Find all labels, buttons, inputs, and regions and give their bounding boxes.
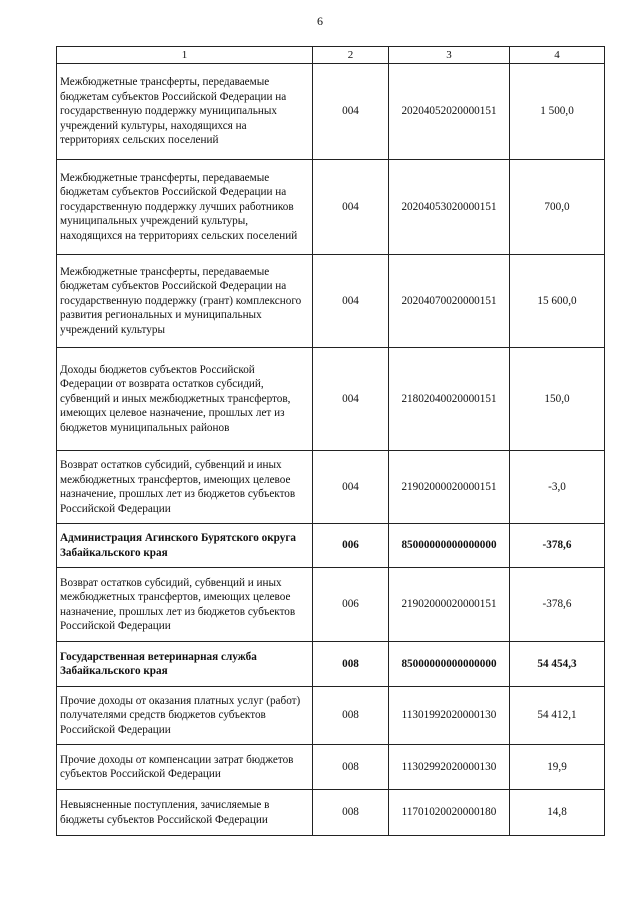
budget-revenue-table	[56, 46, 605, 836]
row-kbk-code: 85000000000000000	[389, 524, 510, 568]
row-kbk-code: 21902000020000151	[389, 568, 510, 642]
row-admin-code: 004	[313, 348, 389, 451]
row-kbk-code: 11302992020000130	[389, 745, 510, 790]
row-name: Прочие доходы от компенсации затрат бюджетов субъектов Российской Федерации	[57, 745, 313, 790]
row-name: Межбюджетные трансферты, передаваемые бюджетам субъектов Российской Федерации на государственную поддержку муниципальных учреждений культуры, находящихся на территориях сельских поселений	[57, 64, 313, 160]
row-admin-code: 004	[313, 451, 389, 524]
row-amount: 15 600,0	[510, 255, 605, 348]
row-kbk-code: 85000000000000000	[389, 642, 510, 687]
row-amount: 54 454,3	[510, 642, 605, 687]
table-row-section-header	[57, 524, 605, 568]
row-admin-code: 006	[313, 568, 389, 642]
row-admin-code: 006	[313, 524, 389, 568]
row-name: Невыясненные поступления, зачисляемые в бюджеты субъектов Российской Федерации	[57, 790, 313, 836]
row-name: Государственная ветеринарная служба Забайкальского края	[57, 642, 313, 687]
row-amount: -378,6	[510, 524, 605, 568]
row-kbk-code: 11701020020000180	[389, 790, 510, 836]
row-admin-code: 008	[313, 790, 389, 836]
row-kbk-code: 20204053020000151	[389, 160, 510, 255]
row-kbk-code: 11301992020000130	[389, 687, 510, 745]
table-row	[57, 790, 605, 836]
row-kbk-code: 21802040020000151	[389, 348, 510, 451]
row-kbk-code: 20204070020000151	[389, 255, 510, 348]
row-admin-code: 004	[313, 160, 389, 255]
row-amount: 1 500,0	[510, 64, 605, 160]
row-name: Доходы бюджетов субъектов Российской Федерации от возврата остатков субсидий, субвенций и иных межбюджетных трансфертов, имеющих целевое назначение, прошлых лет из бюджетов муниципальных районов	[57, 348, 313, 451]
table-row	[57, 687, 605, 745]
row-name: Межбюджетные трансферты, передаваемые бюджетам субъектов Российской Федерации на государственную поддержку лучших работников муниципальных учреждений культуры, находящихся на территориях сельских поселений	[57, 160, 313, 255]
row-admin-code: 004	[313, 255, 389, 348]
table-row	[57, 64, 605, 160]
row-kbk-code: 21902000020000151	[389, 451, 510, 524]
table-row	[57, 348, 605, 451]
header-column-4: 4	[510, 47, 605, 64]
table-row	[57, 255, 605, 348]
table-header-row	[57, 47, 605, 64]
table-row	[57, 568, 605, 642]
page-number: 6	[317, 14, 323, 28]
row-name: Прочие доходы от оказания платных услуг (работ) получателями средств бюджетов субъектов Российской Федерации	[57, 687, 313, 745]
table-row	[57, 745, 605, 790]
table-row	[57, 160, 605, 255]
row-admin-code: 008	[313, 687, 389, 745]
header-column-3: 3	[389, 47, 510, 64]
row-name: Межбюджетные трансферты, передаваемые бюджетам субъектов Российской Федерации на государственную поддержку (грант) комплексного развития региональных и муниципальных учреждений культуры	[57, 255, 313, 348]
row-kbk-code: 20204052020000151	[389, 64, 510, 160]
table-row-section-header	[57, 642, 605, 687]
row-amount: 54 412,1	[510, 687, 605, 745]
row-admin-code: 004	[313, 64, 389, 160]
row-admin-code: 008	[313, 642, 389, 687]
row-name: Администрация Агинского Бурятского округа Забайкальского края	[57, 524, 313, 568]
row-amount: 150,0	[510, 348, 605, 451]
row-amount: -3,0	[510, 451, 605, 524]
header-column-1: 1	[57, 47, 313, 64]
header-column-2: 2	[313, 47, 389, 64]
table-row	[57, 451, 605, 524]
row-name: Возврат остатков субсидий, субвенций и иных межбюджетных трансфертов, имеющих целевое назначение, прошлых лет из бюджетов субъектов Российской Федерации	[57, 451, 313, 524]
row-amount: 14,8	[510, 790, 605, 836]
row-amount: 700,0	[510, 160, 605, 255]
row-amount: 19,9	[510, 745, 605, 790]
row-name: Возврат остатков субсидий, субвенций и иных межбюджетных трансфертов, имеющих целевое назначение, прошлых лет из бюджетов субъектов Российской Федерации	[57, 568, 313, 642]
row-amount: -378,6	[510, 568, 605, 642]
row-admin-code: 008	[313, 745, 389, 790]
